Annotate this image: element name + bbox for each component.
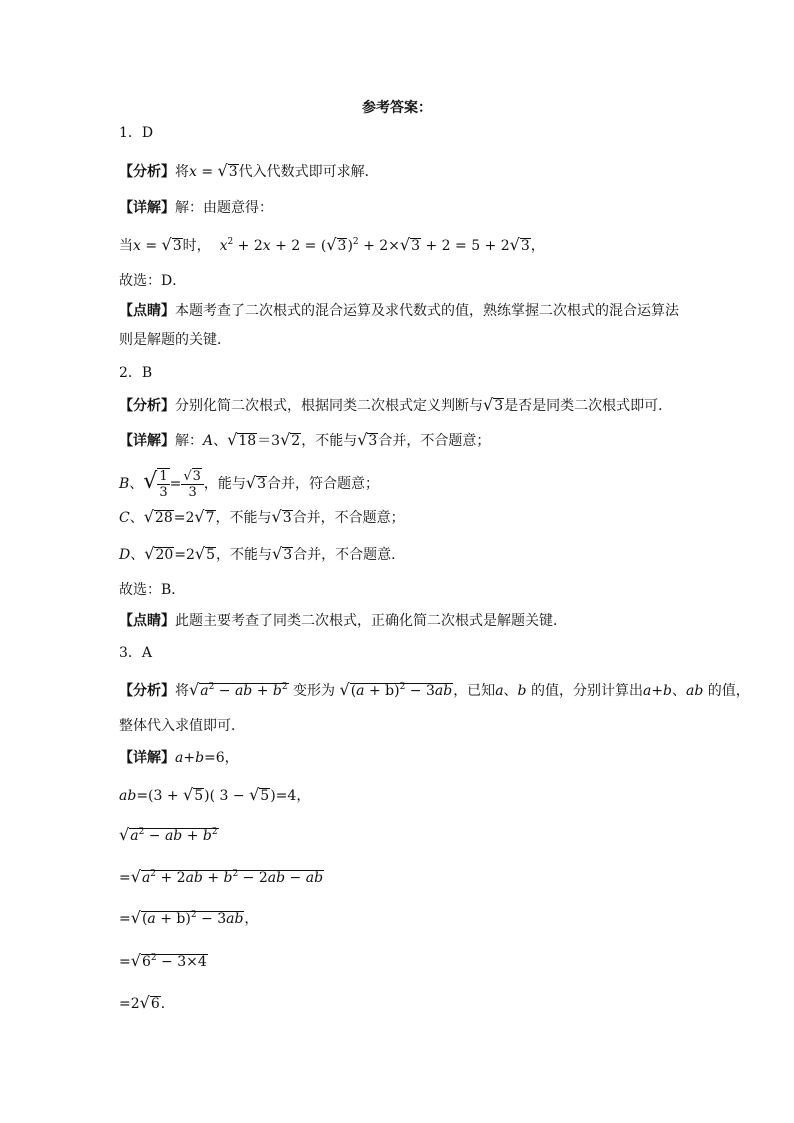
q2-option-b: B、√ $\frac{1}{3}$ = $\frac{√3}{3}$ ，能与√3合并，符合题意； [119, 469, 380, 500]
q3-final: =2√6． [119, 993, 175, 1012]
q2-option-a: 【详解】解：A、√18＝3√2，不能与√3合并，不合题意； [119, 430, 491, 449]
radical: √3 [509, 235, 530, 254]
radical: √3 [399, 235, 421, 254]
radical: √5 [183, 785, 204, 804]
analysis-tag: 【分析】 [119, 683, 175, 699]
q3-detail: 【详解】a+b=6， [119, 750, 239, 766]
radical: √3 [326, 235, 347, 254]
q1-number: 1．D [119, 125, 154, 141]
radical: √3 [217, 161, 238, 180]
analysis-tag: 【分析】 [119, 398, 175, 414]
comment-tag: 【点睛】 [119, 613, 175, 629]
detail-tag: 【详解】 [119, 433, 175, 449]
q2-option-d: D、√20=2√5，不能与√3合并，不合题意． [119, 544, 406, 563]
q3-step-1 [119, 825, 219, 846]
q3-step-2: $=√a^2 + 2ab + b^2 - 2ab$ − ab [119, 867, 324, 886]
radical: √3 [483, 395, 504, 414]
q1-detail: 【详解】解：由题意得： [119, 200, 273, 216]
q2-choice: 故选：B． [119, 582, 186, 598]
detail-tag: 【详解】 [119, 200, 175, 216]
radical: $√a^2 + 2ab + b^2 - 2ab$ − ab [130, 867, 324, 886]
q3-step-3: $=√(a + b)^2 - 3ab$， [119, 908, 259, 927]
q2-analysis: 【分析】分别化简二次根式，根据同类二次根式定义判断与√3是否是同类二次根式即可． [119, 395, 673, 414]
radical: √5 [249, 785, 270, 804]
radical: √3 [357, 430, 378, 449]
radical: √3 [245, 473, 267, 492]
q1-calculation: 当x = √3时， $x^2 + 2x + 2 = (√3)^2 + 2\times√3 + 2 = 5 + 2√3$， [119, 235, 545, 254]
radical: √3 [272, 544, 293, 563]
q1-comment: 【点睛】本题考查了二次根式的混合运算及求代数式的值，熟练掌握二次根式的混合运算法 [119, 303, 679, 319]
radical: $√(a + b)^2 - 3ab$ [339, 680, 453, 699]
q1-comment-cont: 则是解题的关键． [119, 332, 231, 348]
radical: √3 [271, 507, 292, 526]
analysis-tag: 【分析】 [119, 164, 175, 180]
radical: $√(a + b)^2 - 3ab$ [130, 908, 244, 927]
detail-tag: 【详解】 [119, 750, 175, 766]
q3-number: 3．A [119, 645, 153, 661]
radical: √2 [280, 430, 301, 449]
radical: $√6^2 - 3\times 4$ [130, 951, 207, 970]
q2-option-c: C、√28=2√7，不能与√3合并，不合题意； [119, 507, 405, 526]
radical: √28 [143, 507, 173, 526]
q3-analysis: 【分析】将$√a^2$ − ab + $b^2$ 变形为 $√(a + b)^2 - 3ab$，已知a、b 的值，分别计算出a+b、ab 的值， [119, 680, 750, 699]
q3-step-4: $=√6^2 - 3\times 4$ [119, 951, 207, 970]
radical: √ $\frac{1}{3}$ [143, 469, 168, 500]
radical: √18 [227, 430, 257, 449]
comment-tag: 【点睛】 [119, 303, 175, 319]
page-title: 参考答案： [362, 100, 432, 116]
radical: $√a^2$ − ab + $b^2$ [189, 680, 288, 699]
radical: √20 [144, 544, 174, 563]
radical: √7 [194, 507, 215, 526]
q3-ab-line: ab=(3 + √5)( 3 − √5)=4， [119, 785, 311, 804]
q1-choice: 故选：D． [119, 273, 187, 289]
q3-analysis-cont: 整体代入求值即可． [119, 718, 245, 734]
q1-analysis: 【分析】将x = √3代入代数式即可求解． [119, 161, 379, 180]
q2-number: 2．B [119, 365, 153, 381]
radical: √5 [194, 544, 216, 563]
q2-comment: 【点睛】此题主要考查了同类二次根式，正确化简二次根式是解题关键． [119, 613, 567, 629]
radical: √6 [139, 993, 160, 1012]
radical: $√a^2$ − ab + $b^2$ [119, 825, 218, 844]
radical: √3 [161, 235, 182, 254]
